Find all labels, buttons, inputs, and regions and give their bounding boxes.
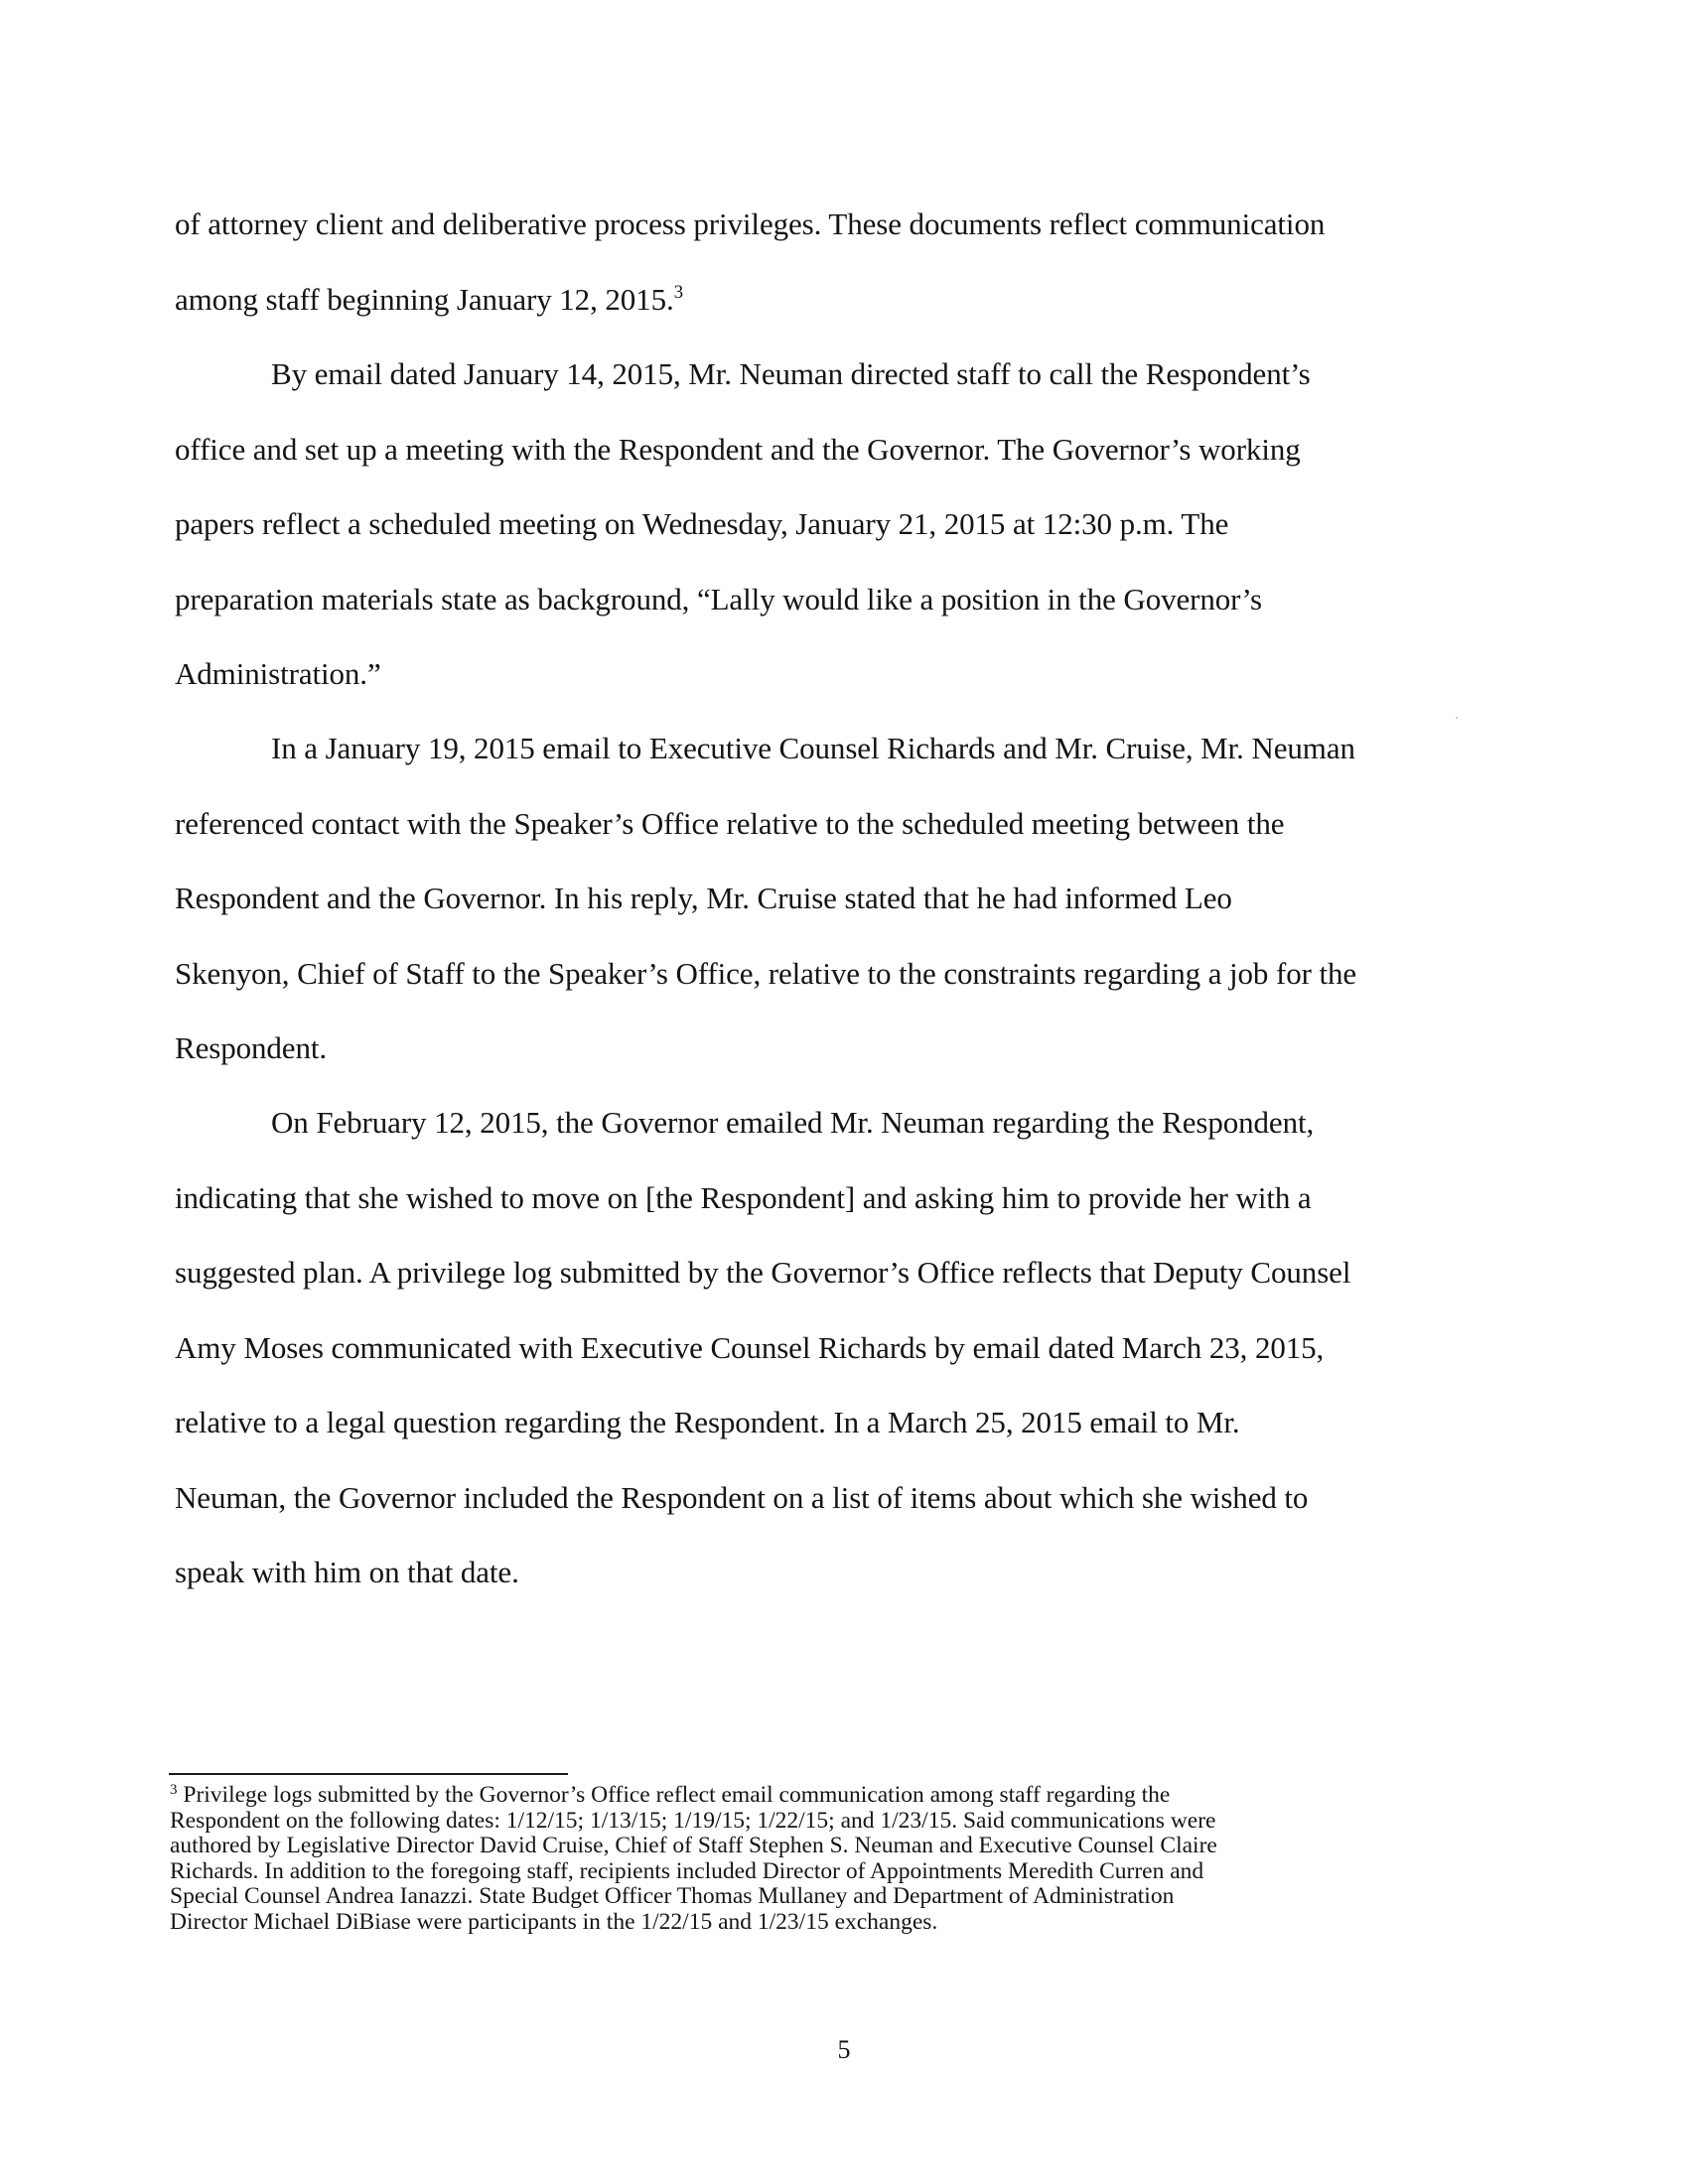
- paragraph-line: Respondent and the Governor. In his reply, Mr. Cruise stated that he had informed Leo: [175, 881, 1232, 915]
- paragraph-line: Respondent.: [175, 1030, 328, 1065]
- paragraph-line: Neuman, the Governor included the Respondent on a list of items about which she wished to: [175, 1479, 1309, 1515]
- paragraph-line: In a January 19, 2015 email to Executive Counsel Richards and Mr. Cruise, Mr. Neuman: [271, 731, 1355, 765]
- footnote-line: authored by Legislative Director David Cruise, Chief of Staff Stephen S. Neuman and Executive Counsel Claire: [170, 1833, 1217, 1859]
- paragraph-line: speak with him on that date.: [175, 1555, 519, 1589]
- footnote-line: Special Counsel Andrea Ianazzi. State Budget Officer Thomas Mullaney and Department of Administration: [170, 1883, 1175, 1910]
- paragraph-line: office and set up a meeting with the Respondent and the Governor. The Governor’s working: [175, 431, 1301, 467]
- scan-speck: [1456, 717, 1458, 719]
- paragraph-line: On February 12, 2015, the Governor emailed Mr. Neuman regarding the Respondent,: [271, 1105, 1315, 1140]
- footnote-3: [170, 1783, 1461, 1936]
- paragraph-line: Skenyon, Chief of Staff to the Speaker’s Office, relative to the constraints regarding a job for the: [175, 955, 1357, 991]
- paragraph-line: papers reflect a scheduled meeting on Wednesday, January 21, 2015 at 12:30 p.m. The: [175, 506, 1229, 541]
- page-number: 5: [837, 2035, 851, 2064]
- paragraph-line: of attorney client and deliberative process privileges. These documents reflect communication: [175, 206, 1326, 241]
- footnote-line: Director Michael DiBiase were participants in the 1/22/15 and 1/23/15 exchanges.: [170, 1908, 938, 1935]
- paragraph-2: [175, 337, 1466, 712]
- paragraph-line: preparation materials state as background, “Lally would like a position in the Governor’s: [175, 581, 1263, 616]
- paragraph-line-text: among staff beginning January 12, 2015.: [175, 281, 674, 317]
- footnote-reference[interactable]: 3: [673, 281, 684, 303]
- paragraph-line: Administration.”: [175, 656, 381, 691]
- paragraph-line: suggested plan. A privilege log submitted by the Governor’s Office reflects that Deputy Counsel: [175, 1255, 1351, 1290]
- footnote-line: [170, 1783, 1461, 1809]
- paragraph-line: referenced contact with the Speaker’s Office relative to the scheduled meeting between the: [175, 805, 1285, 841]
- footnote-separator: [169, 1773, 568, 1775]
- paragraph-4: [175, 1085, 1466, 1610]
- paragraph-line: By email dated January 14, 2015, Mr. Neuman directed staff to call the Respondent’s: [271, 356, 1311, 391]
- footnote-line: Respondent on the following dates: 1/12/15; 1/13/15; 1/19/15; 1/22/15; and 1/23/15. Said communications were: [170, 1807, 1216, 1834]
- footnote-line: Richards. In addition to the foregoing staff, recipients included Director of Appointments Meredith Curren and: [170, 1857, 1204, 1884]
- footnote-line-text: Privilege logs submitted by the Governor’s Office reflect email communication among staff regarding the: [177, 1782, 1171, 1808]
- paragraph-3: [175, 711, 1466, 1086]
- paragraph-1: [175, 187, 1466, 337]
- paragraph-line: Amy Moses communicated with Executive Counsel Richards by email dated March 23, 2015,: [175, 1329, 1325, 1365]
- paragraph-line: [175, 262, 1466, 338]
- paragraph-line: relative to a legal question regarding the Respondent. In a March 25, 2015 email to Mr.: [175, 1405, 1240, 1439]
- paragraph-line: indicating that she wished to move on [the Respondent] and asking him to provide her with a: [175, 1179, 1312, 1215]
- footnote-marker: 3: [170, 1782, 178, 1798]
